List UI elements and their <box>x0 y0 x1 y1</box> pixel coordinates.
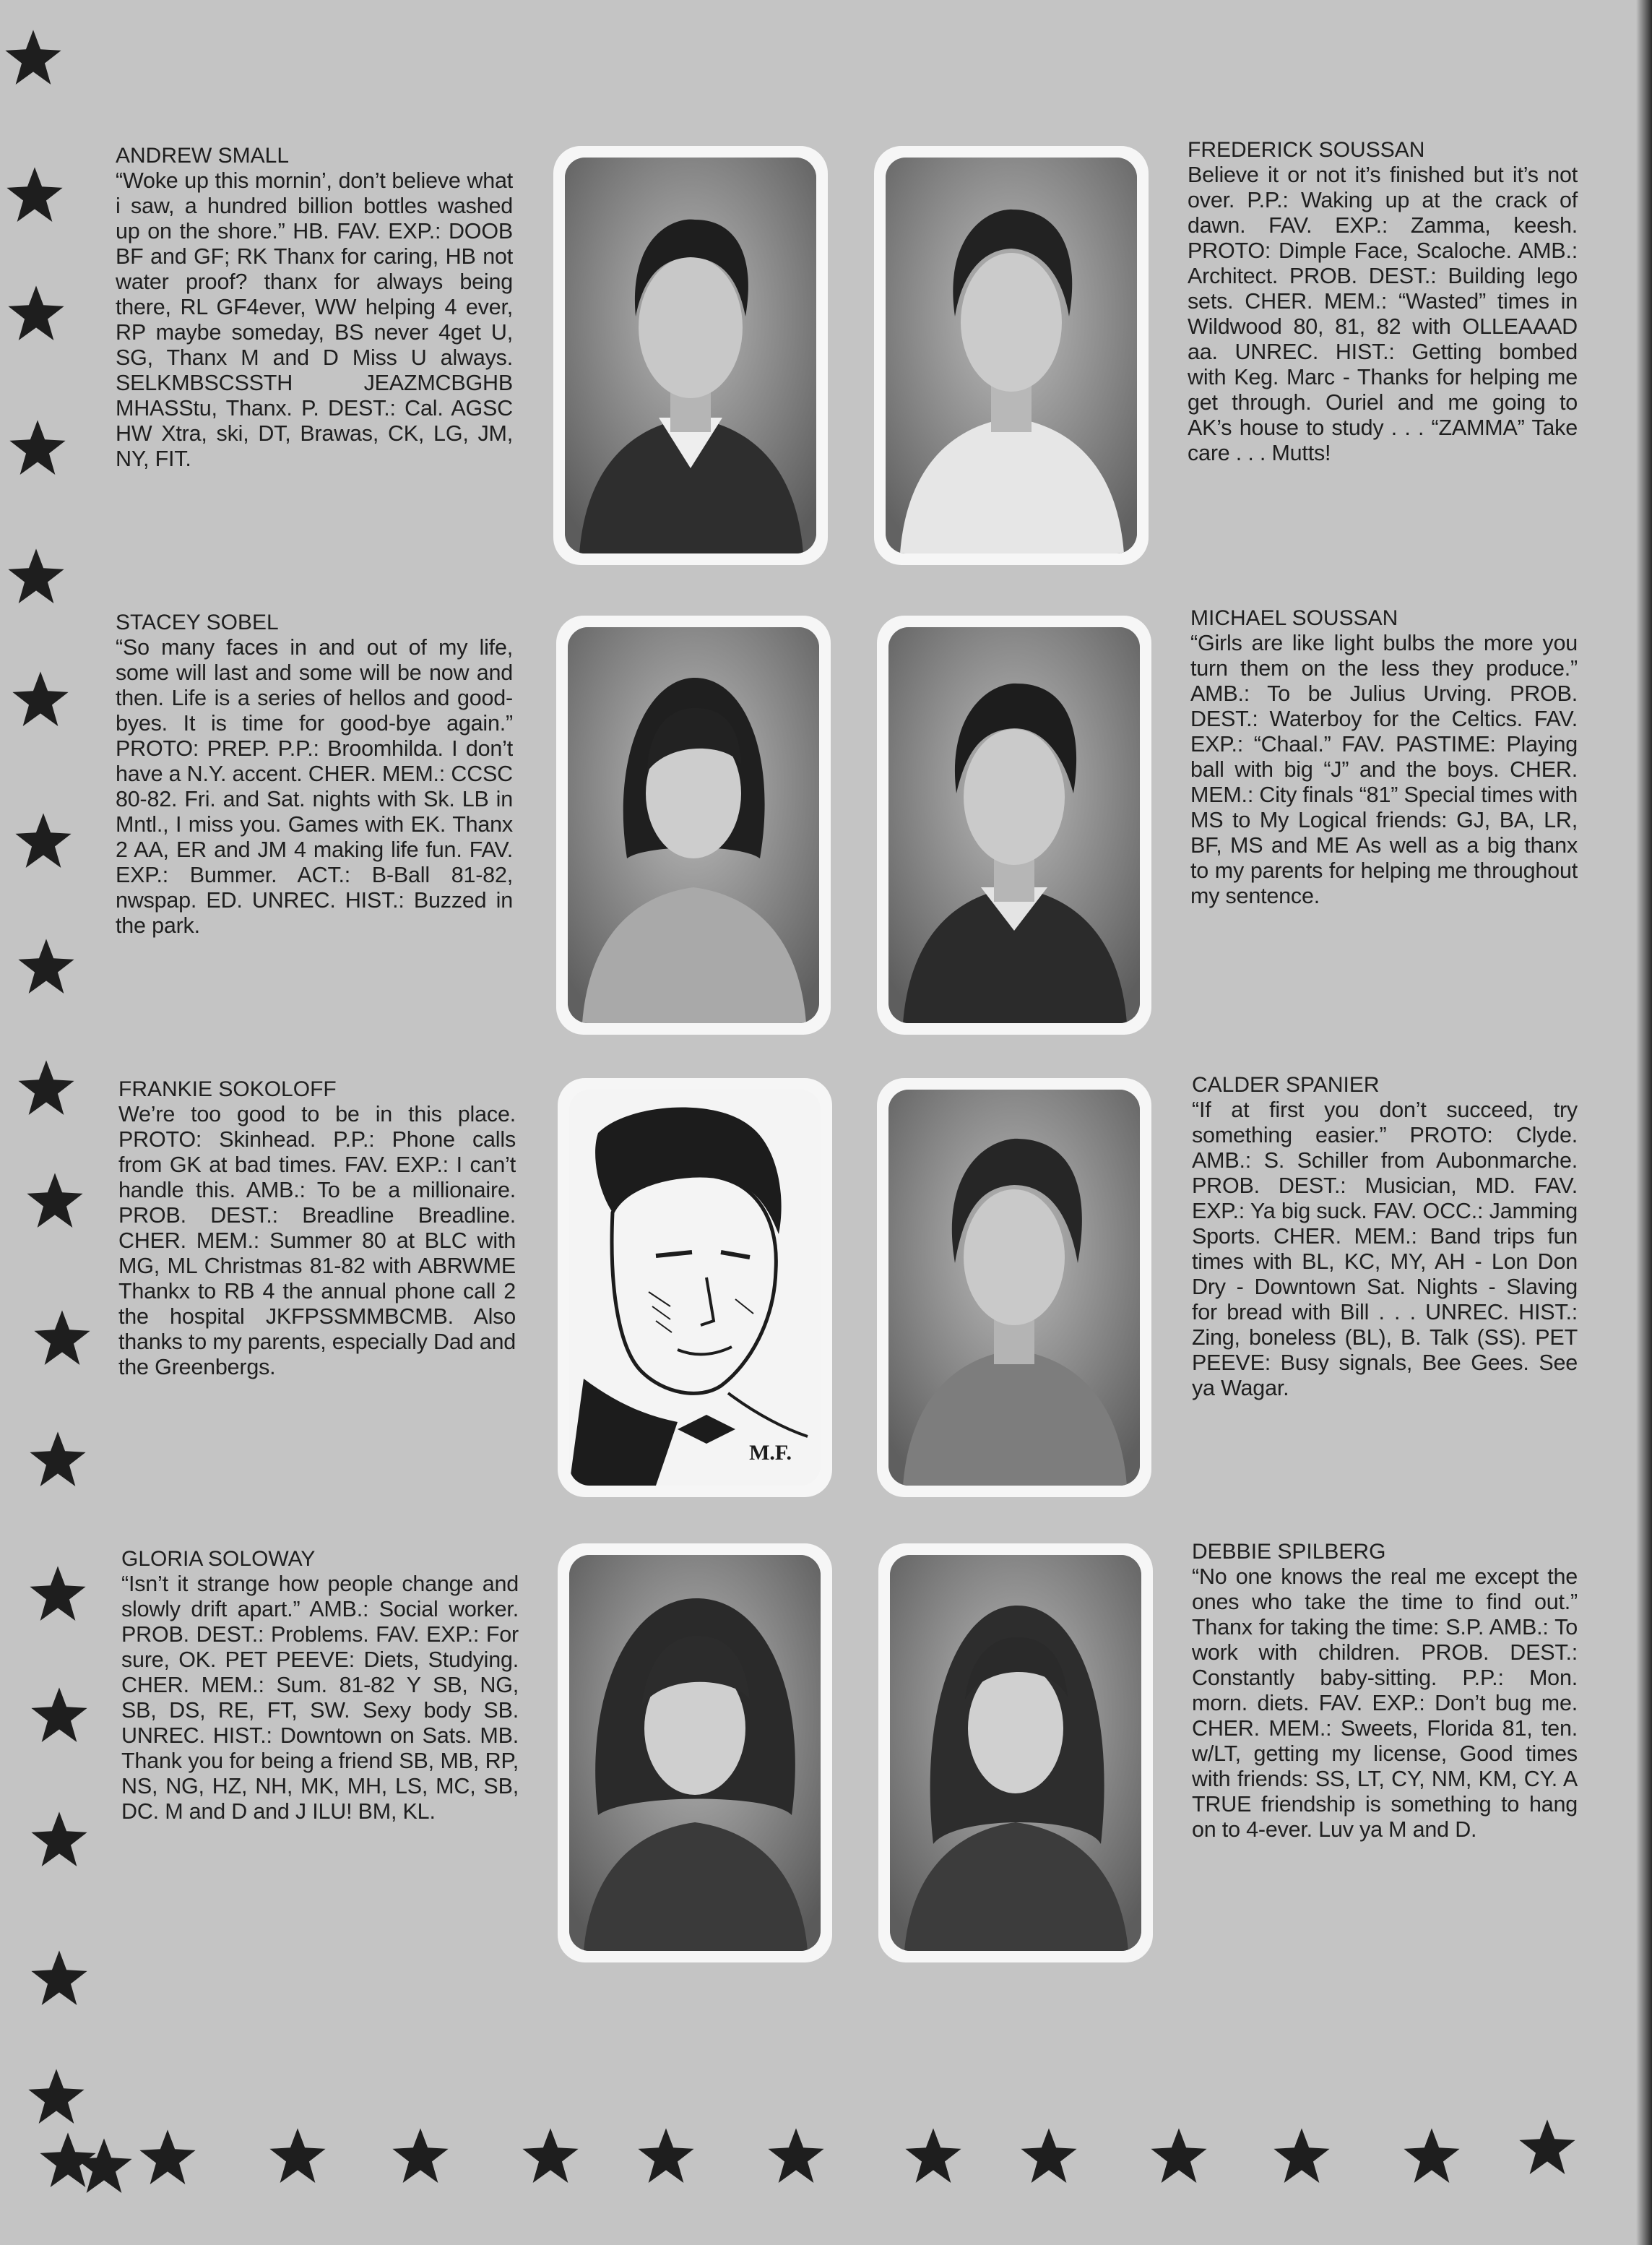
student-text: “If at first you don’t succeed, try something easier.” PROTO: Clyde. AMB.: S. Schiller from Aubonmarche. PROB. DEST.: Musician, MD. FAV. EXP.: Ya big suck. FAV. OCC.: Jamming Sports. CHER. MEM.: Band trips fun times with BL, KC, MY, AH - Lon Don Dry - Downtown Sat. Nights - Slaving for bread with Bill . . . UNREC. HIST.: Zing, boneless (BL), B. Talk (SS). PET PEEVE: Busy signals, Bee Gees. See ya Wagar. <box>1192 1098 1578 1400</box>
student-photo <box>556 616 831 1035</box>
star-icon <box>1517 2117 1578 2178</box>
student-name: CALDER SPANIER <box>1192 1073 1380 1097</box>
star-icon <box>520 2126 581 2186</box>
star-icon <box>6 283 66 344</box>
student-photo <box>877 616 1151 1035</box>
star-icon <box>16 936 77 997</box>
star-icon <box>16 1058 77 1119</box>
star-icon <box>32 1308 92 1369</box>
portrait-male-icon <box>886 158 1137 553</box>
student-bio <box>118 1077 516 1380</box>
student-bio <box>116 610 513 939</box>
student-name: STACEY SOBEL <box>116 611 279 634</box>
star-icon <box>6 546 66 607</box>
star-icon <box>29 1685 90 1746</box>
portrait-female-icon <box>890 1555 1141 1951</box>
student-name: ANDREW SMALL <box>116 144 290 168</box>
star-icon <box>267 2126 328 2186</box>
student-text: We’re too good to be in this place. PROTO: Skinhead. P.P.: Phone calls from GK at bad times. FAV. EXP.: I can’t handle this. AMB.: To be a millionaire. PROB. DEST.: Breadline Breadline. CHER. MEM.: Summer 80 at BLC with MG, ML Christmas 81-82 with ABRWME Thankx to RB 4 the annual phone call 2 the hospital JKFPSSMMBCMB. Also thanks to my parents, especially Dad and the Greenbergs. <box>118 1102 516 1379</box>
portrait-male-icon <box>565 158 816 553</box>
portrait-female-icon <box>569 1555 821 1951</box>
sketch-portrait-icon <box>569 1090 821 1486</box>
student-bio <box>1192 1539 1578 1843</box>
student-photo <box>878 1543 1153 1962</box>
student-name: GLORIA SOLOWAY <box>121 1547 316 1571</box>
star-icon <box>27 1429 88 1490</box>
student-photo <box>558 1078 832 1497</box>
student-name: DEBBIE SPILBERG <box>1192 1540 1386 1564</box>
star-icon <box>13 811 74 871</box>
star-icon <box>903 2126 964 2186</box>
artist-signature: M.F. <box>749 1441 792 1465</box>
star-icon <box>137 2127 198 2188</box>
star-icon <box>4 165 65 225</box>
student-photo <box>874 146 1149 565</box>
student-name: FREDERICK SOUSSAN <box>1188 138 1425 162</box>
star-icon <box>29 1948 90 2009</box>
star-icon <box>766 2126 826 2186</box>
page-edge-shadow <box>1636 0 1652 2245</box>
star-icon <box>636 2126 696 2186</box>
student-text: “No one knows the real me except the ones who take the time to find out.” Thanx for taking the time: S.P. AMB.: To work with children. PROB. DEST.: Constantly baby-sitting. P.P.: Mon. morn. diets. FAV. EXP.: Don’t bug me. CHER. MEM.: Sweets, Florida 81, ten. w/LT, getting my license, Good times with friends: SS, LT, CY, NM, KM, CY. A TRUE friendship is something to hang on to 4-ever. Luv ya M and D. <box>1192 1564 1578 1842</box>
portrait-male-icon <box>888 1090 1140 1486</box>
student-bio <box>116 143 513 472</box>
star-icon <box>1019 2126 1079 2186</box>
student-photo <box>553 146 828 565</box>
student-text: Believe it or not it’s finished but it’s not over. P.P.: Waking up at the crack of dawn. FAV. EXP.: Zamma, keesh. PROTO: Dimple Face, Scaloche. AMB.: Architect. PROB. DEST.: Building lego sets. CHER. MEM.: “Wasted” times in Wildwood 80, 81, 82 with OLLEAAAD aa. UNREC. HIST.: Getting bombed with Keg. Marc - Thanks for helping me get through. Ouriel and me going to AK’s house to study . . . “ZAMMA” Take care . . . Mutts! <box>1188 163 1578 465</box>
star-icon <box>1271 2126 1332 2186</box>
student-name: FRANKIE SOKOLOFF <box>118 1077 337 1101</box>
star-icon <box>25 1171 85 1231</box>
student-photo <box>558 1543 832 1962</box>
student-name: MICHAEL SOUSSAN <box>1190 606 1398 630</box>
star-icon <box>3 27 64 88</box>
student-text: “So many faces in and out of my life, some will last and some will be now and then. Life is a series of hellos and good-byes. It is time for good-bye again.” PROTO: PREP. P.P.: Broomhilda. I don’t have a N.Y. accent. CHER. MEM.: CCSC 80-82. Fri. and Sat. nights with Sk. LB in Mntl., I miss you. Games with EK. Thanx 2 AA, ER and JM 4 making life fun. FAV. EXP.: Bummer. ACT.: B-Ball 81-82, nwspap. ED. UNREC. HIST.: Buzzed in the park. <box>116 635 513 938</box>
student-bio <box>1190 606 1578 909</box>
student-text: “Woke up this mornin’, don’t believe what i saw, a hundred billion bottles washed up on the shore.” HB. FAV. EXP.: DOOB BF and GF; RK Thanx for caring, HB not water proof? thanx for always being there, RL GF4ever, WW helping 4 ever, RP maybe someday, BS never 4get U, SG, Thanx M and D Miss U always. SELKMBSCSSTH JEAZMCBGHB MHASStu, Thanx. P. DEST.: Cal. AGSC HW Xtra, ski, DT, Brawas, CK, LG, JM, NY, FIT. <box>116 168 513 471</box>
portrait-male-icon <box>888 627 1140 1023</box>
star-icon <box>7 418 68 478</box>
star-icon <box>27 1564 88 1624</box>
student-bio <box>1192 1072 1578 1401</box>
star-icon <box>1149 2126 1209 2186</box>
star-icon <box>10 669 71 730</box>
star-icon <box>29 1809 90 1870</box>
student-text: “Isn’t it strange how people change and slowly drift apart.” AMB.: Social worker. PROB. DEST.: Problems. FAV. EXP.: For sure, OK. PET PEEVE: Diets, Studying. CHER. MEM.: Sum. 81-82 Y SB, NG, SB, DS, RE, FT, SW. Sexy body SB. UNREC. HIST.: Downtown on Sats. MB. Thank you for being a friend SB, MB, RP, NS, NG, HZ, NH, MK, MH, LS, MC, SB, DC. M and D and J ILU! BM, KL. <box>121 1572 519 1824</box>
student-text: “Girls are like light bulbs the more you turn them on the less they produce.” AMB.: To be Julius Urving. PROB. DEST.: Waterboy for the Celtics. FAV. EXP.: “Chaal.” FAV. PASTIME: Playing ball with big “J” and the boys. CHER. MEM.: City finals “81” Special times with MS to My Logical friends: GJ, BA, LR, BF, MS and ME As well as a big thanx to my parents for helping me throughout my sentence. <box>1190 631 1578 908</box>
star-icon <box>26 2067 87 2127</box>
star-icon <box>1401 2126 1462 2186</box>
student-photo <box>877 1078 1151 1497</box>
student-bio <box>1188 137 1578 466</box>
star-icon <box>74 2136 134 2197</box>
student-bio <box>121 1546 519 1824</box>
star-icon <box>390 2126 451 2186</box>
portrait-female-icon <box>568 627 819 1023</box>
